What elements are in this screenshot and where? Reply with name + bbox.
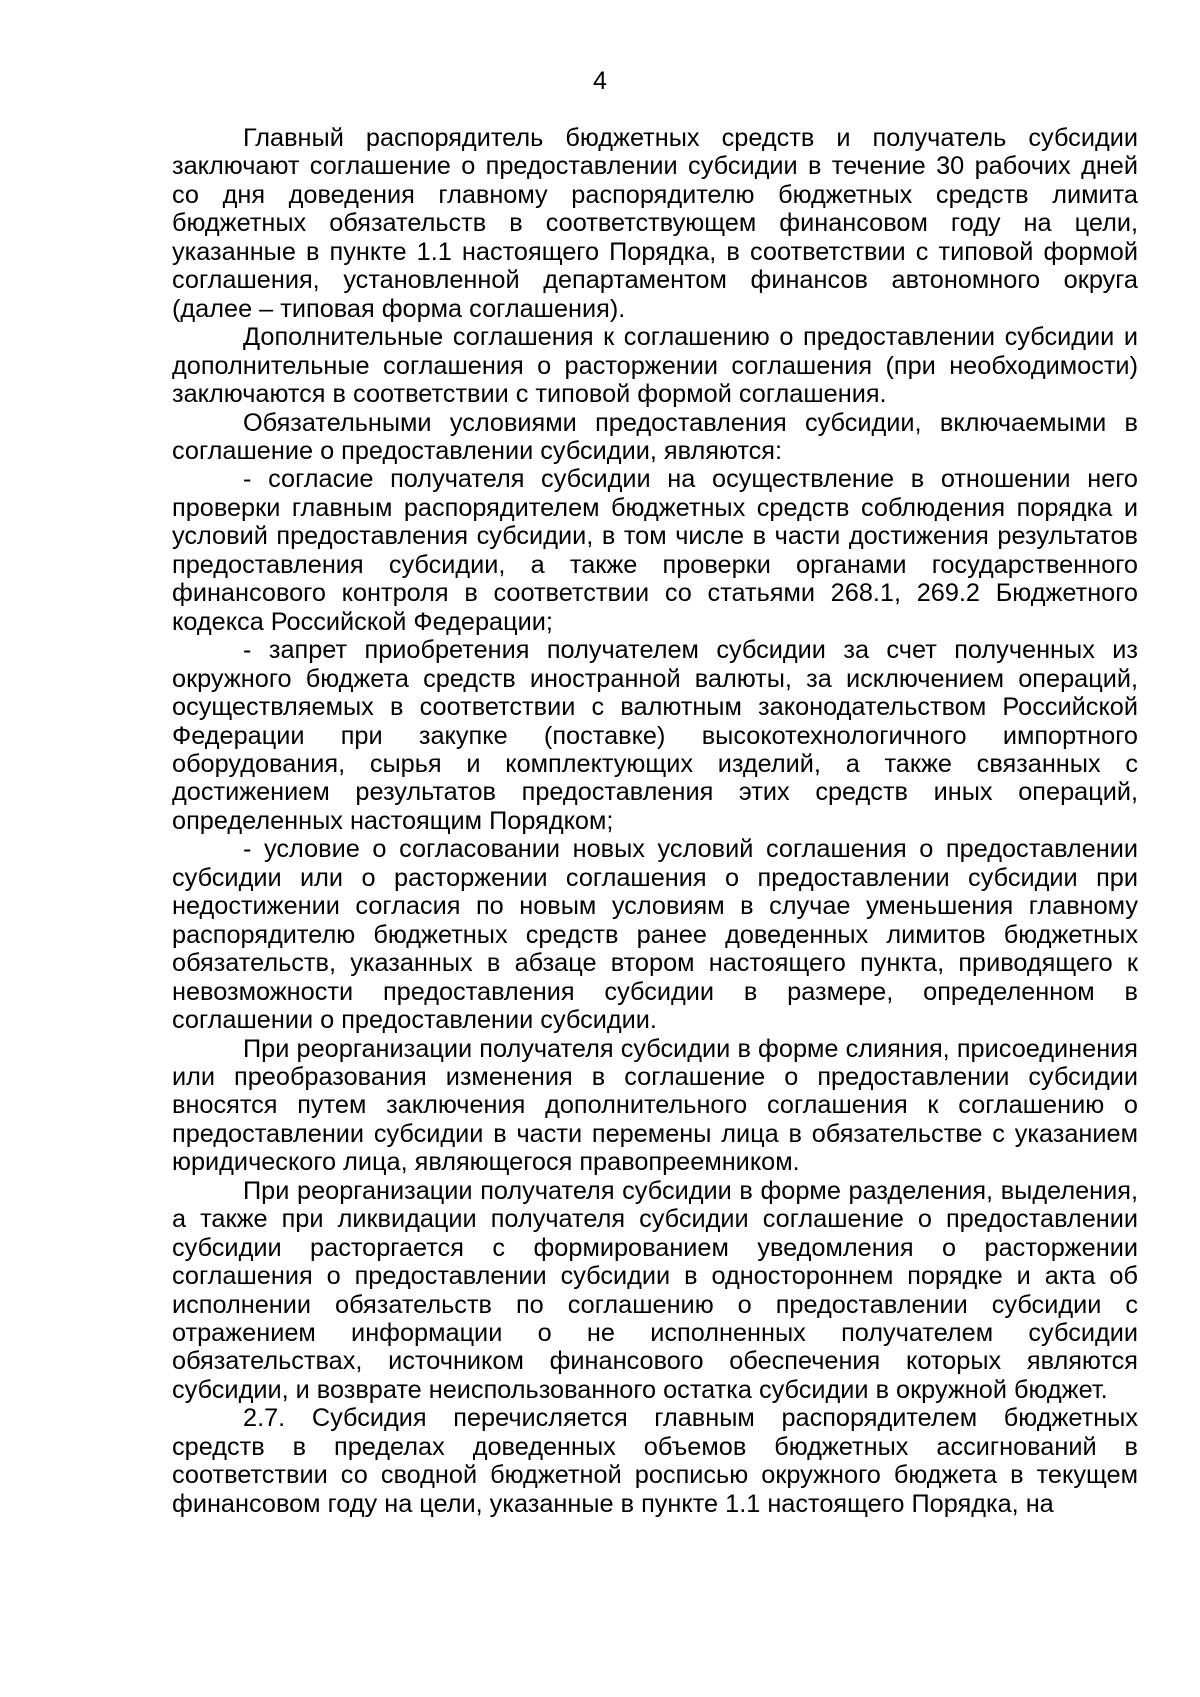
- paragraph-reorganization-merger: При реорганизации получателя субсидии в форме слияния, присоединения или преобразования изменения в соглашение о предоставлении субсидии вносятся путем заключения дополнительного соглашения к соглашению о предоставлении субсидии в части перемены лица в обязательстве с указанием юридического лица, являющегося правопреемником.: [172, 1034, 1138, 1177]
- paragraph-agreement-conclusion: Главный распорядитель бюджетных средств и получатель субсидии заключают соглашение о предоставлении субсидии в течение 30 рабочих дней со дня доведения главному распорядителю бюджетных средств лимита бюджетных обязательств в соответствующем финансовом году на цели, указанные в пункте 1.1 настоящего Порядка, в соответствии с типовой формой соглашения, установленной департаментом финансов автономного округа (далее – типовая форма соглашения).: [172, 124, 1138, 323]
- list-item-new-conditions: - условие о согласовании новых условий соглашения о предоставлении субсидии или о расторжении соглашения о предоставлении субсидии при недостижении согласия по новым условиям в случае уменьшения главному распорядителю бюджетных средств ранее доведенных лимитов бюджетных обязательств, указанных в абзаце втором настоящего пункта, приводящего к невозможности предоставления субсидии в размере, определенном в соглашении о предоставлении субсидии.: [172, 835, 1138, 1035]
- list-item-consent-to-audit: - согласие получателя субсидии на осуществление в отношении него проверки главным распорядителем бюджетных средств соблюдения порядка и условий предоставления субсидии, в том числе в части достижения результатов предоставления субсидии, а также проверки органами государственного финансового контроля в соответствии со статьями 268.1, 269.2 Бюджетного кодекса Российской Федерации;: [172, 465, 1138, 636]
- paragraph-additional-agreements: Дополнительные соглашения к соглашению о предоставлении субсидии и дополнительные соглашения о расторжении соглашения (при необходимости) заключаются в соответствии с типовой формой соглашения.: [172, 323, 1138, 409]
- document-body: [172, 124, 1138, 1518]
- paragraph-reorganization-division: При реорганизации получателя субсидии в форме разделения, выделения, а также при ликвидации получателя субсидии соглашение о предоставлении субсидии расторгается с формированием уведомления о расторжении соглашения о предоставлении субсидии в одностороннем порядке и акта об исполнении обязательств по соглашению о предоставлении субсидии с отражением информации о не исполненных получателем субсидии обязательствах, источником финансового обеспечения которых являются субсидии, и возврате неиспользованного остатка субсидии в окружной бюджет.: [172, 1176, 1138, 1404]
- paragraph-clause-2-7: 2.7. Субсидия перечисляется главным распорядителем бюджетных средств в пределах доведенных объемов бюджетных ассигнований в соответствии со сводной бюджетной росписью окружного бюджета в текущем финансовом году на цели, указанные в пункте 1.1 настоящего Порядка, на: [172, 1404, 1138, 1518]
- paragraph-mandatory-conditions: Обязательными условиями предоставления субсидии, включаемыми в соглашение о предоставлении субсидии, являются:: [172, 408, 1138, 465]
- list-item-currency-ban: - запрет приобретения получателем субсидии за счет полученных из окружного бюджета средств иностранной валюты, за исключением операций, осуществляемых в соответствии с валютным законодательством Российской Федерации при закупке (поставке) высокотехнологичного импортного оборудования, сырья и комплектующих изделий, а также связанных с достижением результатов предоставления этих средств иных операций, определенных настоящим Порядком;: [172, 636, 1138, 835]
- page-number: 4: [593, 67, 607, 95]
